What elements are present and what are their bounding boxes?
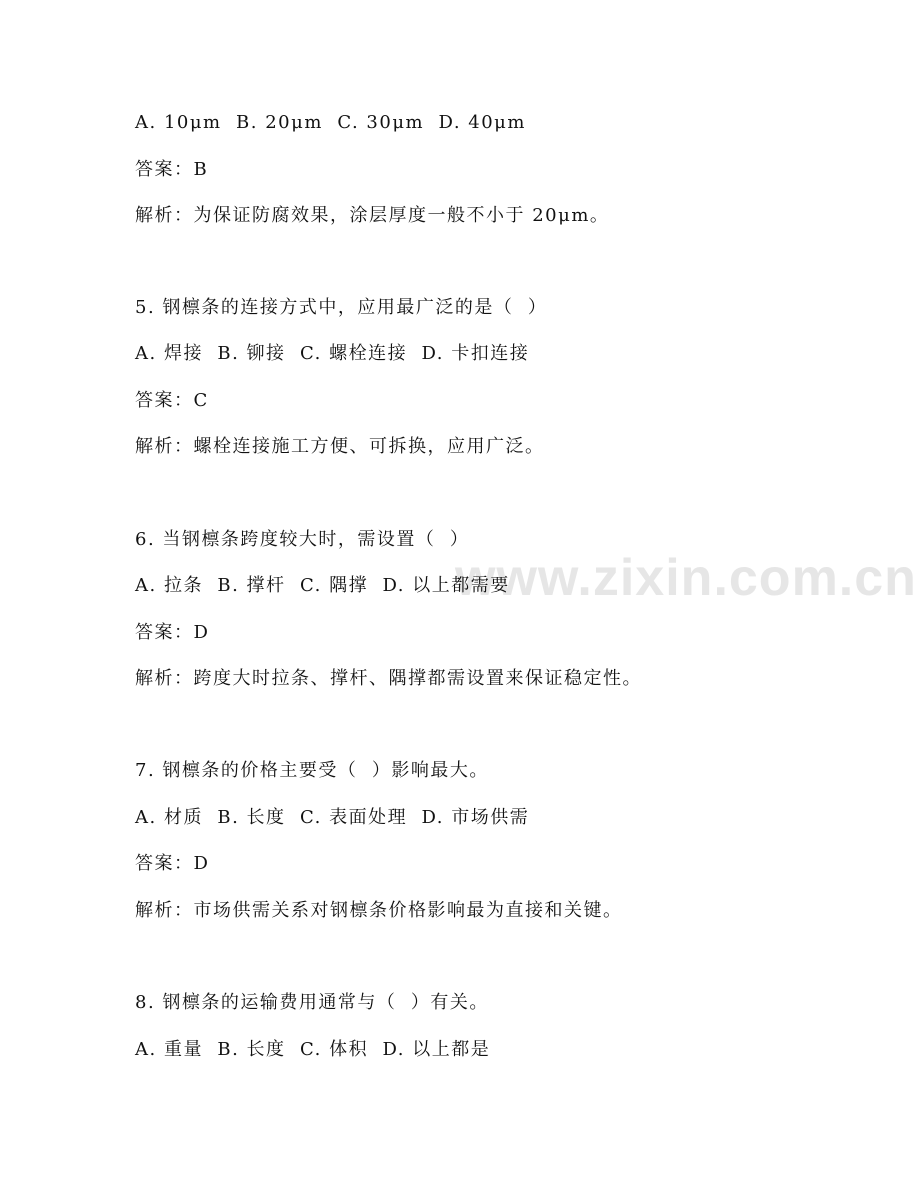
q4-options: A. 10μm B. 20μm C. 30μm D. 40μm <box>135 112 526 133</box>
q7-answer: 答案：D <box>135 853 210 874</box>
q6-explanation: 解析：跨度大时拉条、撑杆、隅撑都需设置来保证稳定性。 <box>135 668 642 689</box>
q6-answer: 答案：D <box>135 622 210 643</box>
watermark-text: www.zixin.com.cn <box>455 549 917 607</box>
q8-question: 8. 钢檩条的运输费用通常与（ ）有关。 <box>135 992 489 1013</box>
q8-options: A. 重量 B. 长度 C. 体积 D. 以上都是 <box>135 1039 491 1060</box>
q5-options: A. 焊接 B. 铆接 C. 螺栓连接 D. 卡扣连接 <box>135 343 530 364</box>
q5-question: 5. 钢檩条的连接方式中，应用最广泛的是（ ） <box>135 297 548 318</box>
q6-options: A. 拉条 B. 撑杆 C. 隅撑 D. 以上都需要 <box>135 575 510 596</box>
q6-question: 6. 当钢檩条跨度较大时，需设置（ ） <box>135 529 470 550</box>
q7-explanation: 解析：市场供需关系对钢檩条价格影响最为直接和关键。 <box>135 900 623 921</box>
q5-answer: 答案：C <box>135 390 209 411</box>
q4-answer: 答案：B <box>135 159 209 180</box>
q7-question: 7. 钢檩条的价格主要受（ ）影响最大。 <box>135 760 489 781</box>
q4-explanation: 解析：为保证防腐效果，涂层厚度一般不小于 20μm。 <box>135 205 610 226</box>
q5-explanation: 解析：螺栓连接施工方便、可拆换，应用广泛。 <box>135 436 545 457</box>
q7-options: A. 材质 B. 长度 C. 表面处理 D. 市场供需 <box>135 807 530 828</box>
